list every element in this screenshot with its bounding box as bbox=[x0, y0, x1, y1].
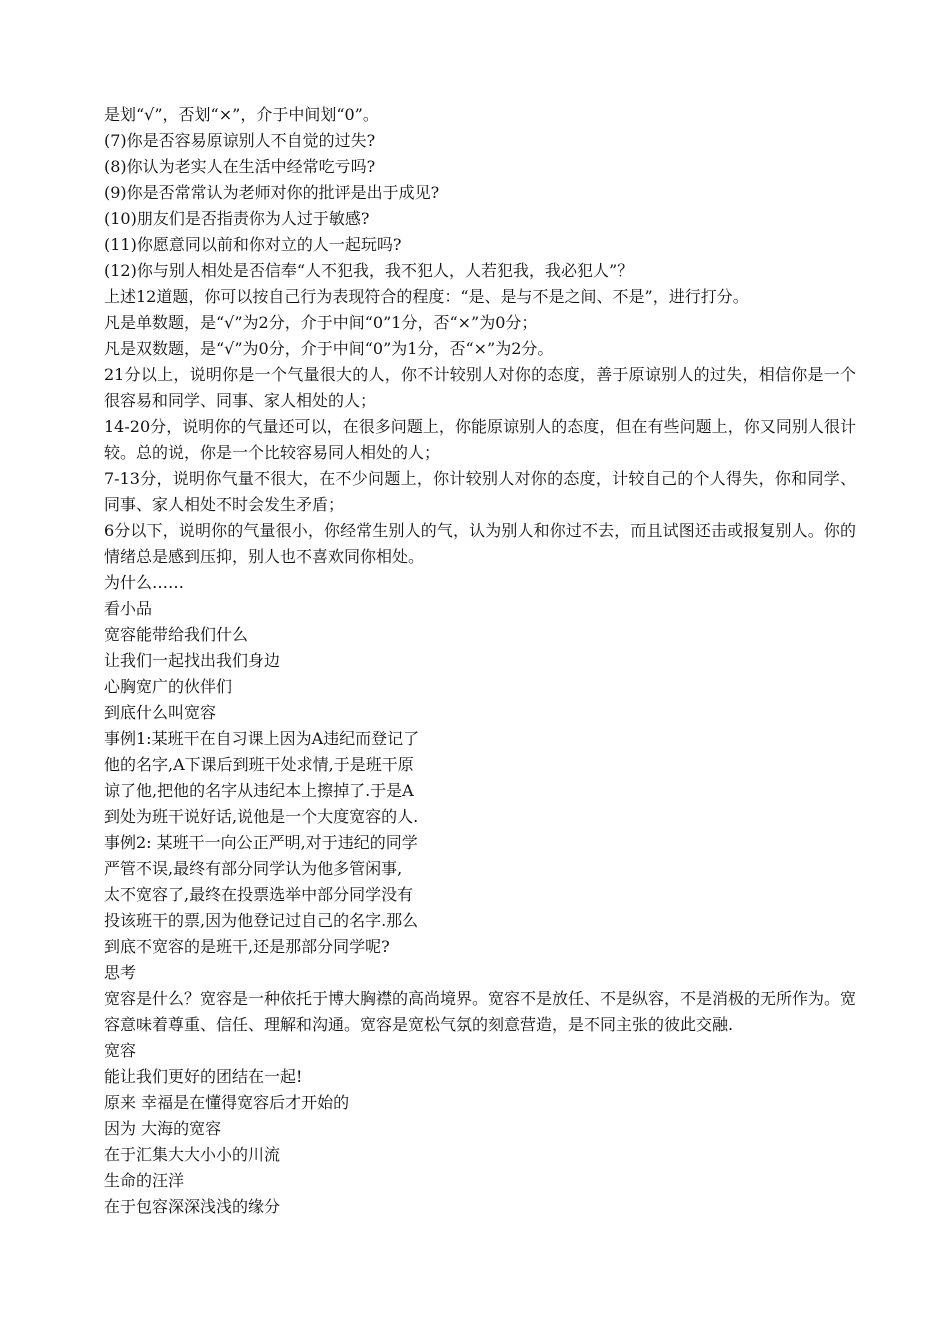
result-6-below: 6分以下，说明你的气量很小，你经常生别人的气，认为别人和你过不去，而且试图还击或报复别人。你的情绪总是感到压抑，别人也不喜欢同你相处。 bbox=[104, 521, 856, 566]
example-2-line: 投该班干的票,因为他登记过自己的名字.那么 bbox=[104, 911, 419, 930]
text-line: 心胸宽广的伙伴们 bbox=[104, 677, 233, 696]
scoring-intro: 上述12道题，你可以按自己行为表现符合的程度：“是、是与不是之间、不是”，进行打分。 bbox=[104, 287, 749, 306]
example-1-line: 谅了他,把他的名字从违纪本上擦掉了.于是A bbox=[104, 781, 414, 800]
question-8: (8)你认为老实人在生活中经常吃亏吗? bbox=[104, 157, 376, 176]
question-11: (11)你愿意同以前和你对立的人一起玩吗? bbox=[104, 235, 402, 254]
example-1-line: 到处为班干说好话,说他是一个大度宽容的人. bbox=[104, 807, 419, 826]
question-10: (10)朋友们是否指责你为人过于敏感? bbox=[104, 209, 370, 228]
question-7: (7)你是否容易原谅别人不自觉的过失? bbox=[104, 131, 376, 150]
text-line: 看小品 bbox=[104, 599, 153, 618]
text-line: 生命的汪洋 bbox=[104, 1171, 185, 1190]
text-line: 思考 bbox=[104, 963, 137, 982]
question-9: (9)你是否常常认为老师对你的批评是出于成见? bbox=[104, 183, 440, 202]
text-line: 到底什么叫宽容 bbox=[104, 703, 217, 722]
example-2-line: 太不宽容了,最终在投票选举中部分同学没有 bbox=[104, 885, 414, 904]
text-line: 在于包容深深浅浅的缘分 bbox=[104, 1197, 281, 1216]
text-line: 宽容 bbox=[104, 1041, 137, 1060]
result-21-plus: 21分以上，说明你是一个气量很大的人，你不计较别人对你的态度，善于原谅别人的过失，相信你是一个很容易和同学、同事、家人相处的人； bbox=[104, 365, 856, 410]
result-7-13: 7-13分，说明你气量不很大，在不少问题上，你计较别人对你的态度，计较自己的个人得失，你和同学、同事、家人相处不时会发生矛盾； bbox=[104, 469, 856, 514]
question-12: (12)你与别人相处是否信奉“人不犯我，我不犯人，人若犯我，我必犯人”？ bbox=[104, 261, 634, 280]
text-line: 原来 幸福是在懂得宽容后才开始的 bbox=[104, 1093, 350, 1112]
text-line: 在于汇集大大小小的川流 bbox=[104, 1145, 281, 1164]
scoring-even: 凡是双数题，是“√”为0分，介于中间“0”为1分，否“×”为2分。 bbox=[104, 339, 554, 358]
example-1-line: 他的名字,A下课后到班干处求情,于是班干原 bbox=[104, 755, 414, 774]
text-line: 为什么…… bbox=[104, 573, 185, 592]
example-2-line: 事例2: 某班干一向公正严明,对于违纪的同学 bbox=[104, 833, 418, 852]
text-line: 因为 大海的宽容 bbox=[104, 1119, 222, 1138]
text-line: 让我们一起找出我们身边 bbox=[104, 651, 281, 670]
text-line: 宽容能带给我们什么 bbox=[104, 625, 249, 644]
example-2-line: 严管不误,最终有部分同学认为他多管闲事, bbox=[104, 859, 403, 878]
document-page bbox=[104, 102, 856, 1220]
scoring-odd: 凡是单数题，是“√”为2分，介于中间“0”1分，否“×”为0分； bbox=[104, 313, 538, 332]
result-14-20: 14-20分，说明你的气量还可以，在很多问题上，你能原谅别人的态度，但在有些问题上，你又同别人很计较。总的说，你是一个比较容易同人相处的人； bbox=[104, 417, 856, 462]
text-line: 能让我们更好的团结在一起! bbox=[104, 1067, 303, 1086]
example-2-line: 到底不宽容的是班干,还是那部分同学呢? bbox=[104, 937, 390, 956]
example-1-line: 事例1:某班干在自习课上因为A违纪而登记了 bbox=[104, 729, 420, 748]
tolerance-definition: 宽容是什么？宽容是一种依托于博大胸襟的高尚境界。宽容不是放任、不是纵容，不是消极的无所作为。宽容意味着尊重、信任、理解和沟通。宽容是宽松气氛的刻意营造，是不同主张的彼此交融. bbox=[104, 989, 857, 1034]
text-line: 是划“√”，否划“×”，介于中间划“0”。 bbox=[104, 105, 379, 124]
